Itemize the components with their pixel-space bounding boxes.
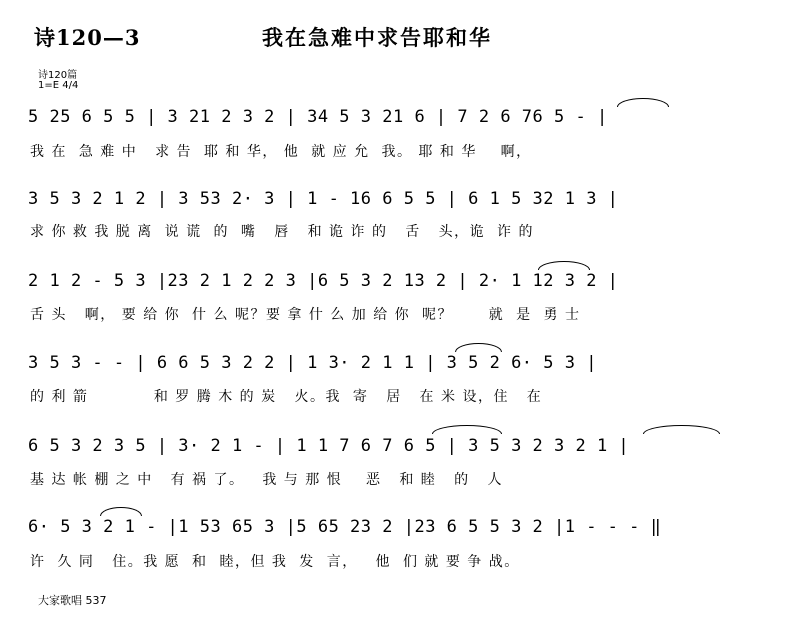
slur-mark [643,425,720,434]
staff-3-notes: 2 1 2 - 5 3 |23 2 1 2 2 3 |6 5 3 2 13 2 | 2· 1 12 3 2 | [28,271,619,291]
psalm-number: 诗120—3 [34,25,141,50]
staff-1-lyrics: 我 在 急 难 中 求 告 耶 和 华， 他 就 应 允 我。 耶 和 华 啊， [30,144,532,160]
staff-3-lyrics: 舌 头 啊， 要 给 你 什 么 呢？要 拿 什 么 加 给 你 呢？ 就 是 勇 士 [30,307,581,323]
song-title: 我在急难中求告耶和华 [262,25,492,50]
slur-mark [538,261,590,270]
staff-5-lyrics: 基 达 帐 棚 之 中 有 祸 了。 我 与 那 恨 恶 和 睦 的 人 [30,472,504,488]
staff-2-lyrics: 求 你 救 我 脱 离 说 谎 的 嘴 唇 和 诡 诈 的 舌 头，诡 诈 的 [30,224,535,240]
source-label: 诗120篇 [38,70,78,81]
slur-mark [455,343,502,352]
staff-6-notes: 6· 5 3 2 1 - |1 53 65 3 |5 65 23 2 |23 6 5 5 3 2 |1 - - - ‖ [28,517,662,537]
page-reference: 大家歌唱 537 [38,594,107,607]
staff-6-lyrics: 许 久 同 住。我 愿 和 睦，但 我 发 言， 他 们 就 要 争 战。 [30,554,520,570]
slur-mark [100,507,142,516]
staff-4-lyrics: 的 利 箭 和 罗 腾 木 的 炭 火。我 寄 居 在 米 设，住 在 [30,389,543,405]
staff-1-notes: 5 25 6 5 5 | 3 21 2 3 2 | 34 5 3 21 6 | 7 2 6 76 5 - | [28,107,608,127]
key-time-signature: 1=E 4/4 [38,80,79,91]
staff-4-notes: 3 5 3 - - | 6 6 5 3 2 2 | 1 3· 2 1 1 | 3 5 2 6· 5 3 | [28,353,597,373]
slur-mark [432,425,502,434]
slur-mark [617,98,669,107]
staff-5-notes: 6 5 3 2 3 5 | 3· 2 1 - | 1 1 7 6 7 6 5 | 3 5 3 2 3 2 1 | [28,436,630,456]
staff-2-notes: 3 5 3 2 1 2 | 3 53 2· 3 | 1 - 16 6 5 5 | 6 1 5 32 1 3 | [28,189,619,209]
